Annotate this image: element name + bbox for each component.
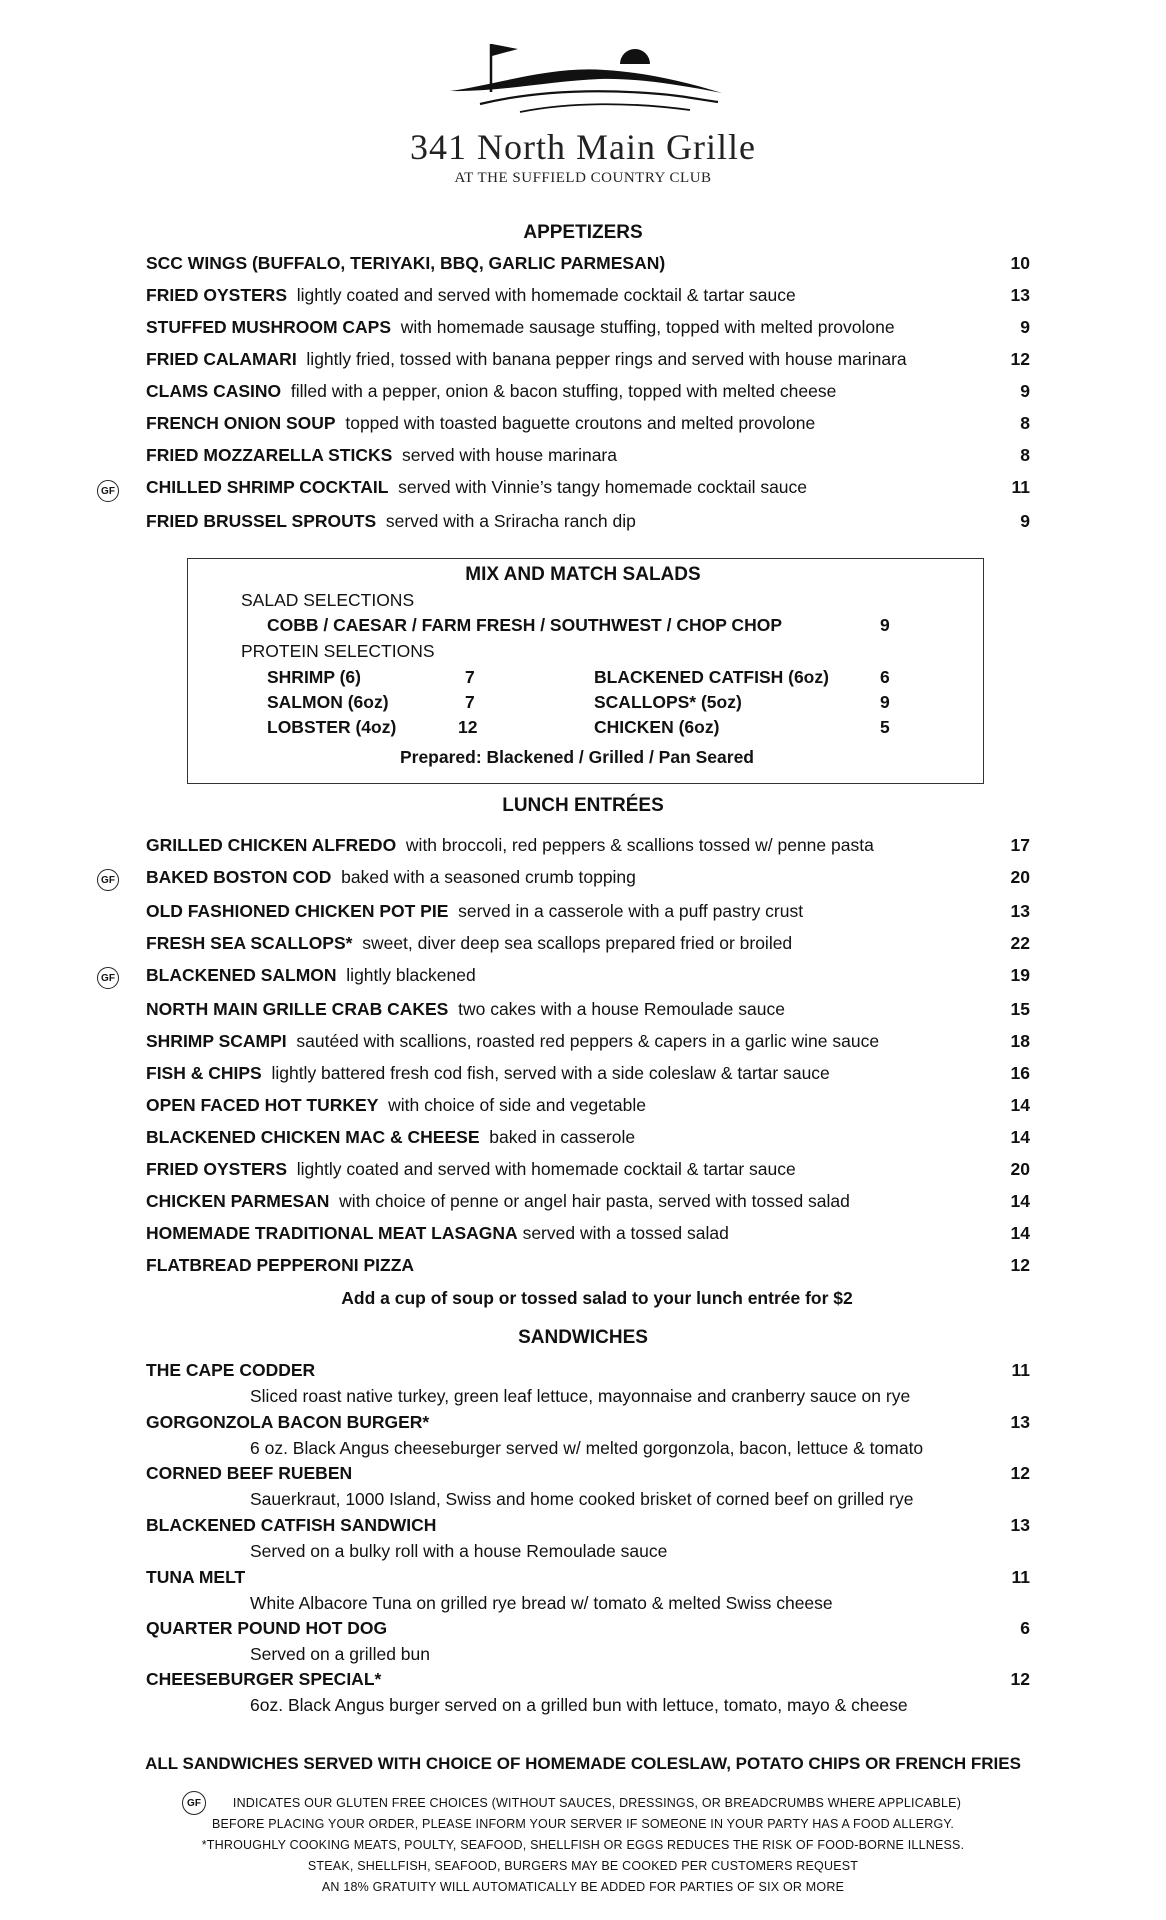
menu-item bbox=[146, 1127, 1030, 1153]
item-price: 9 bbox=[1020, 511, 1030, 531]
item-price: 16 bbox=[1010, 1063, 1030, 1083]
item-price: 20 bbox=[1010, 867, 1030, 887]
salad-options: COBB / CAESAR / FARM FRESH / SOUTHWEST / CHOP CHOP bbox=[267, 615, 782, 635]
item-name: FRESH SEA SCALLOPS* bbox=[146, 933, 353, 953]
item-description: served in a casserole with a puff pastry crust bbox=[458, 901, 804, 921]
item-description: two cakes with a house Remoulade sauce bbox=[458, 999, 785, 1019]
item-name: HOMEMADE TRADITIONAL MEAT LASAGNA bbox=[146, 1223, 518, 1243]
item-name: FRIED CALAMARI bbox=[146, 349, 297, 369]
sandwich-description: 6 oz. Black Angus cheeseburger served w/ melted gorgonzola, bacon, lettuce & tomato bbox=[250, 1438, 924, 1458]
menu-item bbox=[146, 511, 1030, 537]
menu-item bbox=[146, 867, 1030, 893]
sandwich-sides-note: ALL SANDWICHES SERVED WITH CHOICE OF HOMEMADE COLESLAW, POTATO CHIPS OR FRENCH FRIES bbox=[145, 1754, 1021, 1773]
item-description: topped with toasted baguette croutons and melted provolone bbox=[345, 413, 816, 433]
menu-item bbox=[146, 1031, 1030, 1057]
protein-price: 12 bbox=[458, 717, 478, 737]
salad-selections-label: SALAD SELECTIONS bbox=[241, 590, 415, 610]
footer-allergy-notice: BEFORE PLACING YOUR ORDER, PLEASE INFORM YOUR SERVER IF SOMEONE IN YOUR PARTY HAS A FOOD ALLERGY. bbox=[211, 1817, 955, 1831]
protein-price: 6 bbox=[880, 667, 890, 687]
item-name: GRILLED CHICKEN ALFREDO bbox=[146, 835, 397, 855]
item-description: lightly coated and served with homemade cocktail & tartar sauce bbox=[296, 1159, 796, 1179]
item-price: 11 bbox=[1011, 477, 1030, 497]
gluten-free-icon: GF bbox=[97, 869, 119, 891]
menu-item bbox=[146, 349, 1030, 375]
menu-item bbox=[146, 477, 1030, 503]
item-description: lightly fried, tossed with banana pepper rings and served with house marinara bbox=[306, 349, 907, 369]
restaurant-name: 341 North Main Grille bbox=[410, 127, 756, 167]
menu-item bbox=[146, 413, 1030, 439]
menu-item bbox=[146, 381, 1030, 407]
sandwich-description: Sauerkraut, 1000 Island, Swiss and home cooked brisket of corned beef on grilled rye bbox=[250, 1489, 914, 1509]
menu-item bbox=[146, 253, 1030, 279]
sandwich-name: CHEESEBURGER SPECIAL* bbox=[146, 1669, 382, 1689]
protein-name: BLACKENED CATFISH (6oz) bbox=[594, 667, 829, 687]
item-description: lightly battered fresh cod fish, served with a side coleslaw & tartar sauce bbox=[271, 1063, 830, 1083]
item-description: sautéed with scallions, roasted red peppers & capers in a garlic wine sauce bbox=[296, 1031, 880, 1051]
item-price: 18 bbox=[1010, 1031, 1030, 1051]
sandwich-name: TUNA MELT bbox=[146, 1567, 246, 1587]
protein-name: CHICKEN (6oz) bbox=[594, 717, 720, 737]
item-description: served with house marinara bbox=[402, 445, 617, 465]
item-name: CHILLED SHRIMP COCKTAIL bbox=[146, 477, 389, 497]
item-name: FISH & CHIPS bbox=[146, 1063, 262, 1083]
protein-price: 9 bbox=[880, 692, 890, 712]
salad-price: 9 bbox=[880, 615, 890, 635]
menu-item bbox=[146, 835, 1030, 861]
item-price: 8 bbox=[1020, 413, 1030, 433]
protein-price: 5 bbox=[880, 717, 890, 737]
item-name: BLACKENED SALMON bbox=[146, 965, 337, 985]
protein-name: LOBSTER (4oz) bbox=[267, 717, 397, 737]
item-name: FRENCH ONION SOUP bbox=[146, 413, 336, 433]
item-price: 22 bbox=[1010, 933, 1030, 953]
sandwich-description: Served on a bulky roll with a house Remoulade sauce bbox=[250, 1541, 668, 1561]
item-description: served with Vinnie’s tangy homemade cocktail sauce bbox=[398, 477, 808, 497]
item-price: 13 bbox=[1010, 901, 1030, 921]
menu-item bbox=[146, 317, 1030, 343]
item-price: 14 bbox=[1010, 1191, 1030, 1211]
sandwich-price: 13 bbox=[1010, 1412, 1030, 1432]
protein-selections-label: PROTEIN SELECTIONS bbox=[241, 641, 435, 661]
protein-price: 7 bbox=[465, 692, 475, 712]
salad-prep-options: Prepared: Blackened / Grilled / Pan Seared bbox=[399, 747, 755, 767]
footer-gratuity-note: AN 18% GRATUITY WILL AUTOMATICALLY BE ADDED FOR PARTIES OF SIX OR MORE bbox=[321, 1880, 845, 1894]
item-name: SHRIMP SCAMPI bbox=[146, 1031, 287, 1051]
item-description: lightly coated and served with homemade cocktail & tartar sauce bbox=[296, 285, 796, 305]
menu-item bbox=[146, 1095, 1030, 1121]
item-price: 17 bbox=[1010, 835, 1030, 855]
sandwich-price: 13 bbox=[1010, 1515, 1030, 1535]
footer-cook-request-note: STEAK, SHELLFISH, SEAFOOD, BURGERS MAY BE COOKED PER CUSTOMERS REQUEST bbox=[307, 1859, 859, 1873]
item-description: served with a Sriracha ranch dip bbox=[385, 511, 636, 531]
item-description: baked in casserole bbox=[489, 1127, 636, 1147]
sandwich-name: CORNED BEEF RUEBEN bbox=[146, 1463, 353, 1483]
sandwich-name: BLACKENED CATFISH SANDWICH bbox=[146, 1515, 437, 1535]
item-price: 8 bbox=[1020, 445, 1030, 465]
item-description: with choice of penne or angel hair pasta, served with tossed salad bbox=[339, 1191, 850, 1211]
item-name: NORTH MAIN GRILLE CRAB CAKES bbox=[146, 999, 449, 1019]
item-name: STUFFED MUSHROOM CAPS bbox=[146, 317, 391, 337]
gluten-free-icon: GF bbox=[182, 1791, 206, 1815]
protein-name: SALMON (6oz) bbox=[267, 692, 389, 712]
footer-cooking-warning: *THROUGHLY COOKING MEATS, POULTY, SEAFOOD, SHELLFISH OR EGGS REDUCES THE RISK OF FOOD-BORNE ILLNESS. bbox=[201, 1838, 965, 1852]
sandwich-description: White Albacore Tuna on grilled rye bread w/ tomato & melted Swiss cheese bbox=[250, 1593, 833, 1613]
menu-item bbox=[146, 285, 1030, 311]
sandwich-description: Sliced roast native turkey, green leaf lettuce, mayonnaise and cranberry sauce on rye bbox=[250, 1386, 911, 1406]
item-price: 9 bbox=[1020, 317, 1030, 337]
menu-item bbox=[146, 1255, 1030, 1281]
menu-item bbox=[146, 1223, 1030, 1249]
menu-item bbox=[146, 1159, 1030, 1185]
sandwiches-heading: SANDWICHES bbox=[518, 1327, 648, 1348]
sandwich-price: 11 bbox=[1011, 1360, 1030, 1380]
item-price: 14 bbox=[1010, 1095, 1030, 1115]
protein-name: SCALLOPS* (5oz) bbox=[594, 692, 742, 712]
sandwich-name: QUARTER POUND HOT DOG bbox=[146, 1618, 388, 1638]
item-description: with choice of side and vegetable bbox=[388, 1095, 646, 1115]
item-price: 15 bbox=[1010, 999, 1030, 1019]
item-name: FRIED MOZZARELLA STICKS bbox=[146, 445, 393, 465]
item-price: 14 bbox=[1010, 1127, 1030, 1147]
item-description: sweet, diver deep sea scallops prepared fried or broiled bbox=[362, 933, 793, 953]
item-price: 12 bbox=[1010, 1255, 1030, 1275]
menu-item bbox=[146, 1191, 1030, 1217]
salads-heading: MIX AND MATCH SALADS bbox=[465, 564, 701, 585]
menu-item bbox=[146, 445, 1030, 471]
protein-name: SHRIMP (6) bbox=[267, 667, 361, 687]
footer-gf-legend: INDICATES OUR GLUTEN FREE CHOICES (WITHOUT SAUCES, DRESSINGS, OR BREADCRUMBS WHERE APPLICABLE) bbox=[232, 1796, 962, 1810]
item-price: 14 bbox=[1010, 1223, 1030, 1243]
menu-item bbox=[146, 965, 1030, 991]
sandwich-description: Served on a grilled bun bbox=[250, 1644, 430, 1664]
restaurant-subtitle: AT THE SUFFIELD COUNTRY CLUB bbox=[454, 170, 712, 186]
sandwich-description: 6oz. Black Angus burger served on a grilled bun with lettuce, tomato, mayo & cheese bbox=[250, 1695, 908, 1715]
item-name: BLACKENED CHICKEN MAC & CHEESE bbox=[146, 1127, 480, 1147]
item-name: FRIED OYSTERS bbox=[146, 285, 287, 305]
item-name: FRIED BRUSSEL SPROUTS bbox=[146, 511, 377, 531]
item-price: 9 bbox=[1020, 381, 1030, 401]
item-price: 13 bbox=[1010, 285, 1030, 305]
item-name: OPEN FACED HOT TURKEY bbox=[146, 1095, 379, 1115]
appetizers-heading: APPETIZERS bbox=[523, 222, 643, 243]
menu-item bbox=[146, 1063, 1030, 1089]
item-price: 12 bbox=[1010, 349, 1030, 369]
protein-price: 7 bbox=[465, 667, 475, 687]
item-description: lightly blackened bbox=[346, 965, 476, 985]
entree-addon-note: Add a cup of soup or tossed salad to your lunch entrée for $2 bbox=[341, 1288, 853, 1308]
item-name: CHICKEN PARMESAN bbox=[146, 1191, 330, 1211]
item-name: CLAMS CASINO bbox=[146, 381, 282, 401]
item-price: 19 bbox=[1010, 965, 1030, 985]
sandwich-price: 12 bbox=[1010, 1463, 1030, 1483]
item-price: 20 bbox=[1010, 1159, 1030, 1179]
item-name: SCC WINGS (BUFFALO, TERIYAKI, BBQ, GARLIC PARMESAN) bbox=[146, 253, 666, 273]
item-price: 10 bbox=[1010, 253, 1030, 273]
menu-item bbox=[146, 999, 1030, 1025]
sandwich-name: THE CAPE CODDER bbox=[146, 1360, 316, 1380]
item-description: filled with a pepper, onion & bacon stuffing, topped with melted cheese bbox=[290, 381, 837, 401]
menu-item bbox=[146, 933, 1030, 959]
sandwich-name: GORGONZOLA BACON BURGER* bbox=[146, 1412, 430, 1432]
item-name: BAKED BOSTON COD bbox=[146, 867, 332, 887]
lunch-entrees-heading: LUNCH ENTRÉES bbox=[502, 795, 664, 816]
item-name: OLD FASHIONED CHICKEN POT PIE bbox=[146, 901, 449, 921]
gluten-free-icon: GF bbox=[97, 967, 119, 989]
sandwich-price: 6 bbox=[1020, 1618, 1030, 1638]
sandwich-price: 12 bbox=[1010, 1669, 1030, 1689]
item-name: FRIED OYSTERS bbox=[146, 1159, 287, 1179]
item-description: served with a tossed salad bbox=[522, 1223, 729, 1243]
gluten-free-icon: GF bbox=[97, 480, 119, 502]
menu-item bbox=[146, 901, 1030, 927]
item-description: with homemade sausage stuffing, topped with melted provolone bbox=[400, 317, 895, 337]
sandwich-price: 11 bbox=[1011, 1567, 1030, 1587]
golf-course-logo bbox=[440, 36, 740, 136]
item-name: FLATBREAD PEPPERONI PIZZA bbox=[146, 1255, 415, 1275]
item-description: baked with a seasoned crumb topping bbox=[341, 867, 636, 887]
item-description: with broccoli, red peppers & scallions tossed w/ penne pasta bbox=[405, 835, 874, 855]
